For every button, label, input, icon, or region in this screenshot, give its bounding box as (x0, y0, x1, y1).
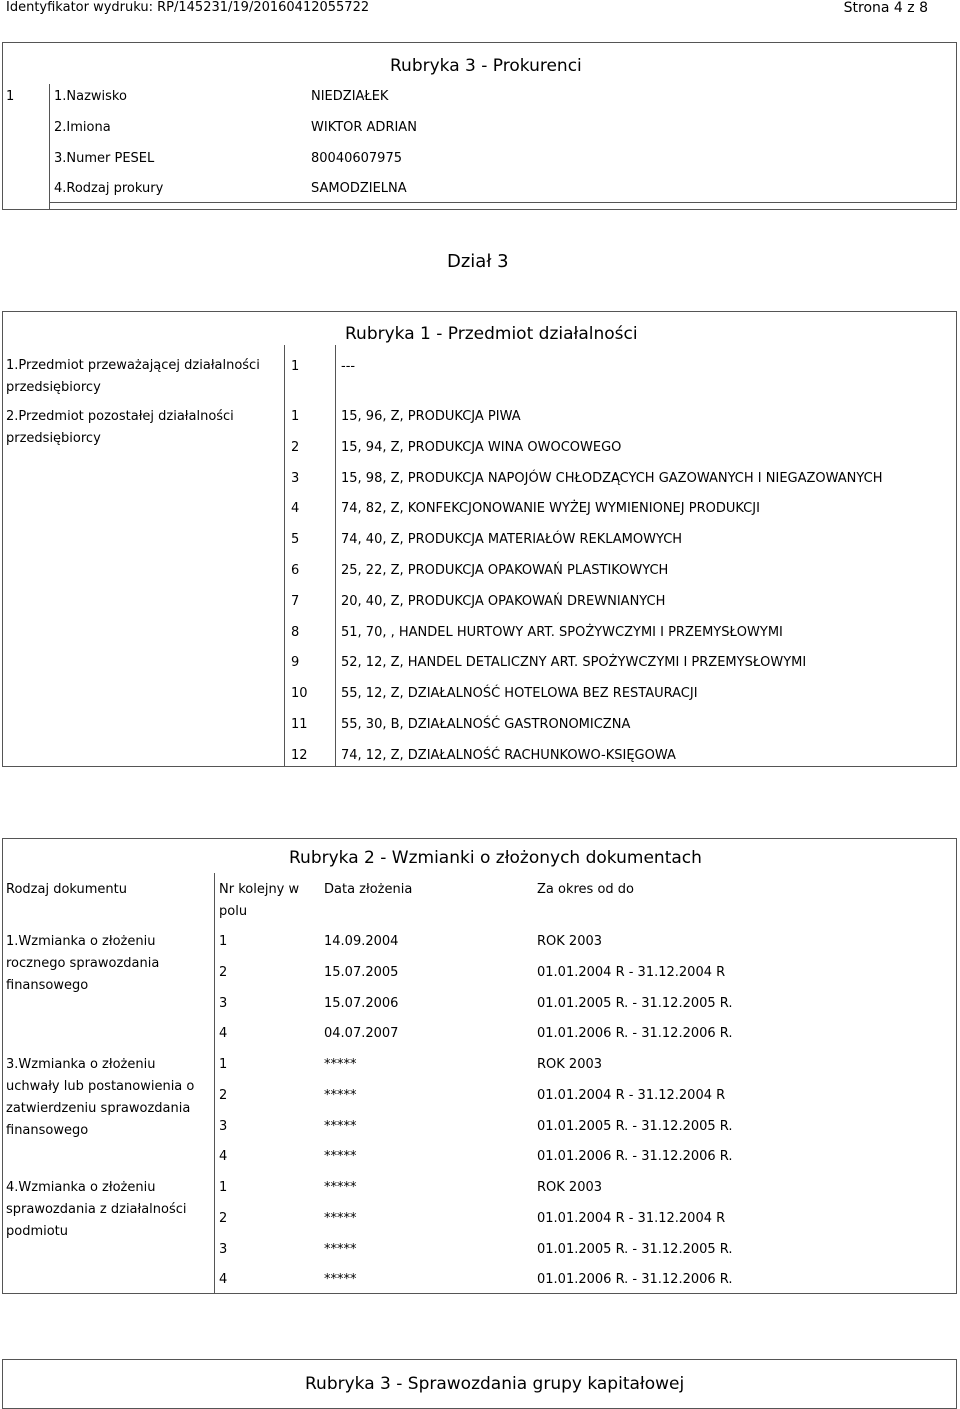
prokurent-field-value: NIEDZIAŁEK (311, 89, 389, 104)
przedmiot-item-text: 55, 30, B, DZIAŁALNOŚĆ GASTRONOMICZNA (341, 717, 631, 732)
wzmianka-row-nr: 2 (219, 964, 228, 980)
wzmianka-row-okres: 01.01.2006 R. - 31.12.2006 R. (537, 1272, 733, 1288)
przedmiot-item-number: 1 (291, 409, 300, 424)
wzmianka-row-data: ***** (324, 1180, 357, 1195)
przedmiot-item-text: 15, 94, Z, PRODUKCJA WINA OWOCOWEGO (341, 439, 622, 455)
section-title: Dział 3 (447, 251, 509, 272)
wzmianka-group-label: 1.Wzmianka o złożeniu rocznego sprawozdania finansowego (6, 934, 160, 993)
wzmianka-row-okres: ROK 2003 (537, 934, 603, 949)
przedmiot-item-text: 51, 70, , HANDEL HURTOWY ART. SPOŻYWCZYMI I PRZEMYSŁOWYMI (341, 624, 783, 640)
wzmianka-row-nr: 2 (219, 1087, 228, 1103)
przedmiot-item-text: 25, 22, Z, PRODUKCJA OPAKOWAŃ PLASTIKOWYCH (341, 563, 669, 578)
col-okres: Za okres od do (537, 882, 634, 897)
wzmianka-row-nr: 3 (219, 1118, 228, 1134)
print-id: Identyfikator wydruku: RP/145231/19/20160412055722 (6, 0, 370, 15)
wzmianka-row-data: 15.07.2006 (324, 995, 399, 1011)
wzmianka-row-data: ***** (324, 1210, 357, 1226)
wzmianka-row-nr: 3 (219, 995, 228, 1011)
wzmianka-row-data: ***** (324, 1241, 357, 1257)
przedmiot-main-label: 1.Przedmiot przeważającej działalności przedsiębiorcy (6, 358, 260, 395)
wzmianka-row-okres: 01.01.2004 R - 31.12.2004 R (537, 1087, 726, 1103)
przedmiot-main-value: --- (341, 359, 356, 374)
prokurent-field-value: SAMODZIELNA (311, 181, 407, 196)
wzmianka-row-data: 15.07.2005 (324, 964, 399, 980)
col-rodzaj: Rodzaj dokumentu (6, 882, 127, 897)
przedmiot-item-number: 9 (291, 655, 300, 671)
wzmianka-row-okres: 01.01.2004 R - 31.12.2004 R (537, 1210, 726, 1226)
przedmiot-item-text: 52, 12, Z, HANDEL DETALICZNY ART. SPOŻYWCZYMI I PRZEMYSŁOWYMI (341, 655, 807, 671)
przedmiot-item-text: 15, 98, Z, PRODUKCJA NAPOJÓW CHŁODZĄCYCH GAZOWANYCH I NIEGAZOWANYCH (341, 470, 883, 486)
przedmiot-item-number: 3 (291, 470, 300, 486)
wzmianka-group-label: 3.Wzmianka o złożeniu uchwały lub postanowienia o zatwierdzeniu sprawozdania finansowego (6, 1057, 195, 1138)
wzmianka-row-okres: ROK 2003 (537, 1057, 603, 1072)
przedmiot-item-number: 8 (291, 624, 300, 640)
przedmiot-item-number: 5 (291, 532, 300, 548)
przedmiot-item-number: 4 (291, 501, 300, 517)
wzmianki-title: Rubryka 2 - Wzmianki o złożonych dokumentach (289, 848, 702, 868)
wzmianka-row-okres: 01.01.2004 R - 31.12.2004 R (537, 964, 726, 980)
przedmiot-item-number: 2 (291, 439, 300, 455)
wzmianka-row-okres: 01.01.2006 R. - 31.12.2006 R. (537, 1149, 733, 1165)
wzmianka-row-nr: 1 (219, 1180, 228, 1195)
wzmianka-row-nr: 4 (219, 1026, 228, 1042)
przedmiot-item-number: 7 (291, 593, 300, 609)
wzmianka-row-data: ***** (324, 1272, 357, 1288)
wzmianka-row-nr: 4 (219, 1149, 228, 1165)
wzmianka-row-okres: 01.01.2005 R. - 31.12.2005 R. (537, 1118, 733, 1134)
wzmianka-row-data: 14.09.2004 (324, 934, 399, 949)
przedmiot-item-text: 74, 40, Z, PRODUKCJA MATERIAŁÓW REKLAMOWYCH (341, 532, 683, 548)
prokurent-field-label: 4.Rodzaj prokury (54, 181, 164, 196)
przedmiot-item-number: 6 (291, 563, 300, 578)
prokurent-field-value: 80040607975 (311, 151, 402, 166)
przedmiot-item-text: 20, 40, Z, PRODUKCJA OPAKOWAŃ DREWNIANYCH (341, 593, 666, 609)
prokurenci-title: Rubryka 3 - Prokurenci (390, 56, 582, 76)
col-nr: Nr kolejny w polu (219, 882, 300, 919)
przedmiot-item-text: 15, 96, Z, PRODUKCJA PIWA (341, 409, 521, 424)
wzmianka-row-nr: 3 (219, 1241, 228, 1257)
wzmianka-row-okres: 01.01.2005 R. - 31.12.2005 R. (537, 1241, 733, 1257)
wzmianka-row-okres: ROK 2003 (537, 1180, 603, 1195)
wzmianka-row-data: ***** (324, 1149, 357, 1165)
przedmiot-other-label: 2.Przedmiot pozostałej działalności przedsiębiorcy (6, 409, 234, 446)
prokurent-field-label: 2.Imiona (54, 120, 111, 135)
prokurent-index: 1 (6, 89, 15, 104)
prokurent-field-value: WIKTOR ADRIAN (311, 120, 417, 135)
wzmianka-row-okres: 01.01.2006 R. - 31.12.2006 R. (537, 1026, 733, 1042)
wzmianka-row-okres: 01.01.2005 R. - 31.12.2005 R. (537, 995, 733, 1011)
wzmianka-row-data: ***** (324, 1057, 357, 1072)
przedmiot-item-number: 10 (291, 686, 308, 702)
wzmianka-row-data: ***** (324, 1118, 357, 1134)
wzmianka-row-nr: 1 (219, 934, 228, 949)
wzmianka-row-nr: 4 (219, 1272, 228, 1288)
sprawozdania-title: Rubryka 3 - Sprawozdania grupy kapitałowej (305, 1374, 685, 1394)
przedmiot-item-number: 12 (291, 747, 308, 763)
prokurent-field-label: 3.Numer PESEL (54, 151, 155, 166)
wzmianka-row-data: 04.07.2007 (324, 1026, 399, 1042)
przedmiot-item-text: 74, 82, Z, KONFEKCJONOWANIE WYŻEJ WYMIENIONEJ PRODUKCJI (341, 501, 760, 517)
wzmianka-row-data: ***** (324, 1087, 357, 1103)
przedmiot-main-index: 1 (291, 359, 300, 374)
page-number: Strona 4 z 8 (843, 0, 928, 16)
wzmianka-row-nr: 2 (219, 1210, 228, 1226)
wzmianka-group-label: 4.Wzmianka o złożeniu sprawozdania z działalności podmiotu (6, 1180, 187, 1239)
przedmiot-item-text: 55, 12, Z, DZIAŁALNOŚĆ HOTELOWA BEZ RESTAURACJI (341, 686, 698, 702)
col-data: Data złożenia (324, 882, 413, 897)
prokurent-field-label: 1.Nazwisko (54, 89, 127, 104)
przedmiot-title: Rubryka 1 - Przedmiot działalności (345, 324, 638, 344)
przedmiot-item-text: 74, 12, Z, DZIAŁALNOŚĆ RACHUNKOWO-KSIĘGOWA (341, 747, 676, 763)
wzmianka-row-nr: 1 (219, 1057, 228, 1072)
przedmiot-item-number: 11 (291, 717, 308, 732)
